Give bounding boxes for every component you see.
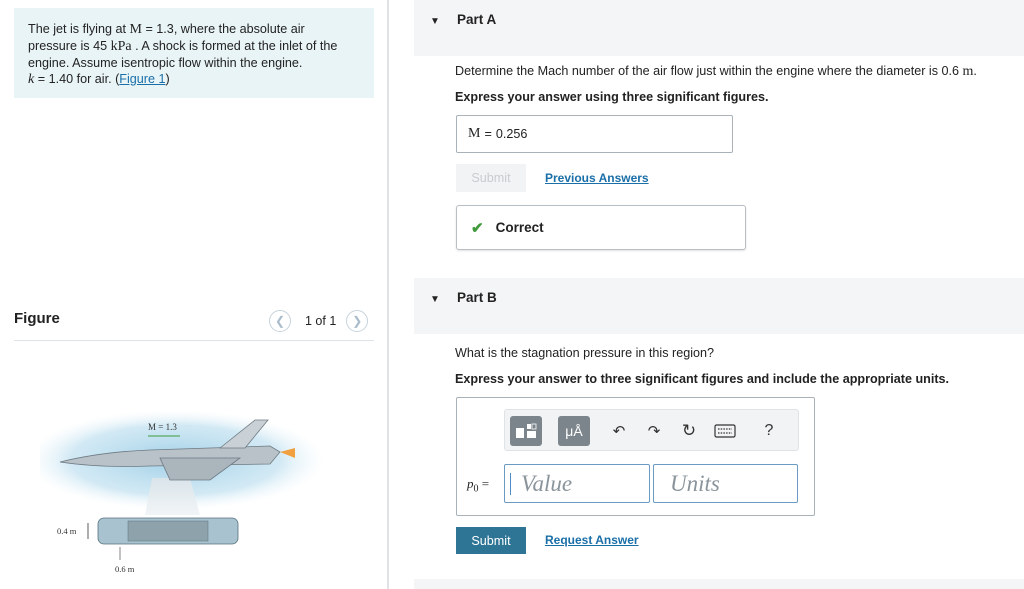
engine-core <box>128 521 208 541</box>
outlet-dimension-label: 0.6 m <box>115 564 135 574</box>
mach-label: M = 1.3 <box>148 422 177 432</box>
problem-line-4: k = 1.40 for air. (Figure 1) <box>28 72 170 87</box>
reset-icon[interactable]: ↻ <box>681 421 697 440</box>
answer-variable: M <box>468 126 481 141</box>
figure-next-button[interactable] <box>346 310 368 332</box>
part-a-answer-field[interactable] <box>456 115 733 153</box>
part-b-submit-button[interactable]: Submit <box>456 527 526 554</box>
stagnation-pressure-label: $p_0$ = <box>467 476 490 495</box>
units-placeholder: Units <box>670 470 720 496</box>
inlet-dimension-label: 0.4 m <box>57 526 77 536</box>
part-a-title: Part A <box>457 12 497 27</box>
template-grid-icon <box>515 422 537 440</box>
part-b-answer-editor <box>456 397 815 516</box>
problem-line-3: engine. Assume isentropic flow within the engine. <box>28 56 303 70</box>
answer-value: 0.256 <box>495 127 528 141</box>
problem-line-2: pressure is 45 kPa . A shock is formed at the inlet of the <box>28 39 338 54</box>
checkmark-icon: ✔ <box>471 219 484 237</box>
previous-answers-link[interactable]: Previous Answers <box>545 171 649 185</box>
math-toolbar <box>504 409 799 451</box>
problem-line-1: The jet is flying at M = 1.3, where the absolute air <box>28 22 305 37</box>
figure-link[interactable]: Figure 1 <box>119 72 166 86</box>
figure-divider <box>14 340 374 341</box>
figure-count: 1 of 1 <box>305 314 337 328</box>
chevron-right-icon: ❯ <box>352 314 363 328</box>
part-b-header[interactable] <box>414 278 1024 334</box>
figure-navigation <box>269 310 368 332</box>
part-b-title: Part B <box>457 290 497 305</box>
part-a-instruction: Express your answer using three significant figures. <box>455 90 769 104</box>
templates-button[interactable] <box>510 416 542 446</box>
collapse-triangle-icon: ▼ <box>430 16 440 27</box>
keyboard-icon[interactable] <box>712 416 738 446</box>
part-b-instruction: Express your answer to three significant figures and include the appropriate units. <box>455 372 950 386</box>
problem-statement <box>14 8 374 98</box>
units-input[interactable] <box>653 464 798 503</box>
value-input[interactable] <box>504 464 650 503</box>
undo-icon[interactable]: ↶ <box>612 423 626 440</box>
part-a-submit-button[interactable]: Submit <box>456 164 526 192</box>
help-icon[interactable]: ? <box>764 422 774 439</box>
part-a-question: Determine the Mach number of the air flow just within the engine where the diameter is 0.6 m. <box>455 64 977 79</box>
correct-feedback <box>456 205 746 250</box>
figure-prev-button[interactable] <box>269 310 291 332</box>
redo-icon[interactable]: ↷ <box>647 423 661 440</box>
units-button[interactable]: μÅ <box>558 416 590 446</box>
chevron-left-icon: ❮ <box>274 314 286 328</box>
part-a-header[interactable] <box>414 0 1024 56</box>
panel-divider <box>387 0 389 589</box>
collapse-triangle-icon: ▼ <box>430 294 440 305</box>
jet-engine-figure <box>40 400 340 585</box>
correct-label: Correct <box>495 220 544 235</box>
next-section-strip <box>414 579 1024 589</box>
text-caret <box>510 473 511 495</box>
answer-equals: = <box>484 127 492 141</box>
value-placeholder: Value <box>521 470 573 496</box>
figure-title: Figure <box>14 310 60 327</box>
part-b-question: What is the stagnation pressure in this region? <box>455 346 715 360</box>
request-answer-link[interactable]: Request Answer <box>545 533 639 547</box>
